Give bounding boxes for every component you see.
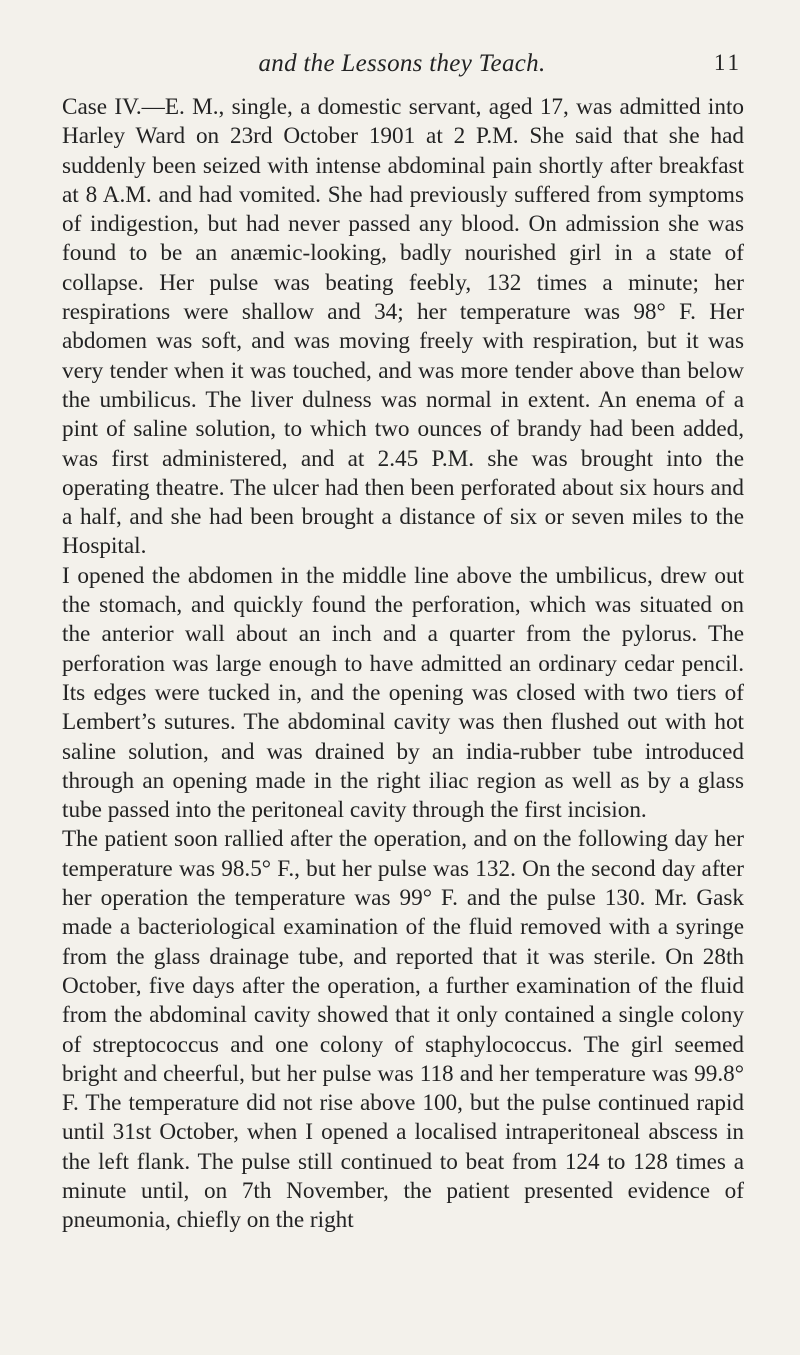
paragraph-recovery: The patient soon rallied after the operation, and on the following day her temperature was 98.5° F., but her pulse was 132. On the second day after her operation the temperature was 99° F. and the pulse 130. Mr. Gask made a bacteriological examination of the fluid removed with a syringe from the glass drainage tube, and reported that it was sterile. On 28th October, five days after the operation, a further examination of the fluid from the abdominal cavity showed that it only contained a single colony of streptococcus and one colony of staphylococcus. The girl seemed bright and cheerful, but her pulse was 118 and her temperature was 99.8° F. The temperature did not rise above 100, but the pulse continued rapid until 31st October, when I opened a localised intraperitoneal abscess in the left flank. The pulse still continued to beat from 124 to 128 times a minute until, on 7th November, the patient presented evidence of pneumonia, chiefly on the right	[62, 826, 744, 1234]
body-text	[62, 93, 744, 1236]
paragraph-case-iv: Case IV.—E. M., single, a domestic servant, aged 17, was admitted into Harley Ward on 23rd October 1901 at 2 P.M. She said that she had suddenly been seized with intense abdominal pain shortly after breakfast at 8 A.M. and had vomited. She had previously suffered from symptoms of indigestion, but had never passed any blood. On admission she was found to be an anæmic-looking, badly nourished girl in a state of collapse. Her pulse was beating feebly, 132 times a minute; her respirations were shallow and 34; her temperature was 98° F. Her abdomen was soft, and was moving freely with respiration, but it was very tender when it was touched, and was more tender above than below the umbilicus. The liver dulness was normal in extent. An enema of a pint of saline solution, to which two ounces of brandy had been added, was first administered, and at 2.45 P.M. she was brought into the operating theatre. The ulcer had then been perforated about six hours and a half, and she had been brought a distance of six or seven miles to the Hospital.	[62, 94, 744, 560]
running-head	[62, 50, 742, 80]
page-number: 11	[713, 50, 742, 75]
running-title: and the Lessons they Teach.	[258, 50, 546, 77]
paragraph-operation: I opened the abdomen in the middle line above the umbilicus, drew out the stomach, and quickly found the perforation, which was situated on the anterior wall about an inch and a quarter from the pylorus. The perforation was large enough to have admitted an ordinary cedar pencil. Its edges were tucked in, and the opening was closed with two tiers of Lembert’s sutures. The abdominal cavity was then flushed out with hot saline solution, and was drained by an india-rubber tube introduced through an opening made in the right iliac region as well as by a glass tube passed into the peritoneal cavity through the first incision.	[62, 562, 744, 824]
